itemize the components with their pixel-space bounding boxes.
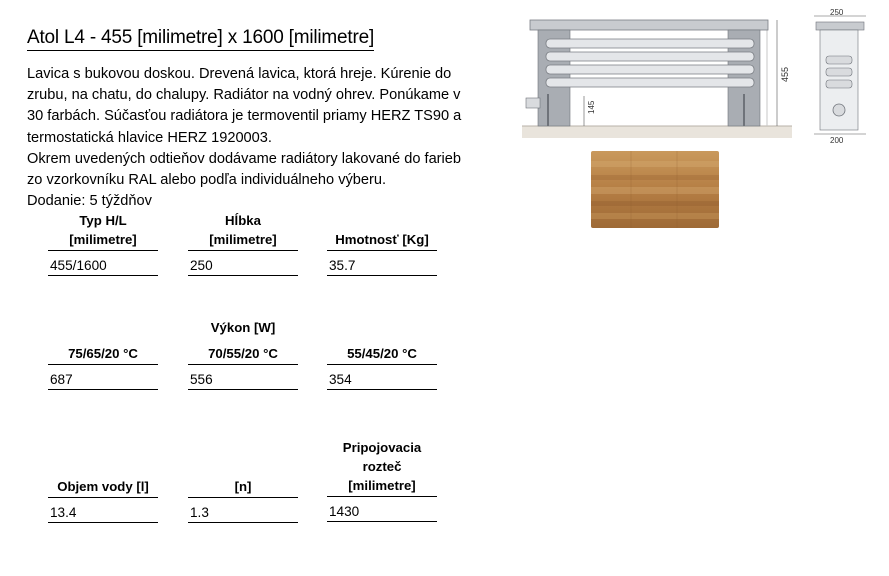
wood-grain bbox=[591, 201, 719, 206]
description-line: Lavica s bukovou doskou. Drevená lavica, ktorá hreje. Kúrenie do bbox=[27, 66, 452, 82]
dimension-145: 145 bbox=[587, 100, 596, 114]
wood-grain bbox=[591, 161, 719, 167]
valve-circle bbox=[833, 104, 845, 116]
tube bbox=[546, 65, 754, 74]
spec-header: Objem vody [l] bbox=[48, 477, 158, 498]
spec-value: 687 bbox=[48, 369, 158, 390]
spec-value: 13.4 bbox=[48, 502, 158, 523]
spec-type-size bbox=[48, 211, 158, 276]
spec-value: 556 bbox=[188, 369, 298, 390]
radiator-side-svg bbox=[806, 6, 876, 146]
description-line: 30 farbách. Súčasťou radiátora je termoventil priamy HERZ TS90 a bbox=[27, 108, 462, 125]
spec-header: [milimetre] bbox=[348, 478, 416, 493]
spec-header: [n] bbox=[188, 477, 298, 498]
description-line: zo vzorkovníku RAL alebo podľa individuálneho výberu. bbox=[27, 172, 387, 189]
spec-power-55 bbox=[327, 344, 437, 390]
spec-value: 354 bbox=[327, 369, 437, 390]
spec-header: 70/55/20 °C bbox=[188, 344, 298, 365]
floor bbox=[522, 126, 792, 138]
dimension-200: 200 bbox=[830, 136, 844, 145]
spec-value: 35.7 bbox=[327, 255, 437, 276]
spec-header: Typ H/L bbox=[79, 213, 127, 228]
spec-header: [milimetre] bbox=[209, 232, 277, 247]
top-board bbox=[530, 20, 768, 30]
wood-sample-svg bbox=[591, 151, 719, 228]
description-line: termostatická hlavice HERZ 1920003. bbox=[27, 129, 272, 146]
side-tube bbox=[826, 80, 852, 88]
side-tube bbox=[826, 68, 852, 76]
description-line: zrubu, na chatu, do chalupy. Radiátor na vodný ohrev. Ponúkame v bbox=[27, 87, 461, 104]
spec-value: 455/1600 bbox=[48, 255, 158, 276]
wood-grain bbox=[591, 175, 719, 180]
product-description bbox=[27, 64, 497, 191]
dimension-250: 250 bbox=[830, 8, 844, 17]
product-title: Atol L4 - 455 [milimetre] x 1600 [milimetre] bbox=[27, 26, 374, 51]
spec-exponent bbox=[188, 477, 298, 523]
radiator-front-svg bbox=[522, 14, 792, 140]
spec-header: Hmotnosť [Kg] bbox=[335, 232, 429, 247]
spec-power-75 bbox=[48, 344, 158, 390]
spec-connection-spacing bbox=[327, 438, 437, 522]
delivery-time: Dodanie: 5 týždňov bbox=[27, 193, 152, 209]
spec-value: 1430 bbox=[327, 501, 437, 522]
spec-header: [milimetre] bbox=[69, 232, 137, 247]
wood-grain bbox=[591, 187, 719, 194]
spec-power-70 bbox=[188, 344, 298, 390]
spec-value: 250 bbox=[188, 255, 298, 276]
spec-weight bbox=[327, 230, 437, 276]
beech-wood-sample bbox=[591, 151, 719, 233]
spec-header: 55/45/20 °C bbox=[327, 344, 437, 365]
radiator-front-drawing bbox=[522, 14, 792, 145]
power-section-title: Výkon [W] bbox=[210, 320, 276, 335]
spec-header: Hĺbka bbox=[225, 213, 261, 228]
side-top-board bbox=[816, 22, 864, 30]
spec-depth bbox=[188, 211, 298, 276]
tube bbox=[546, 52, 754, 61]
spec-header: rozteč bbox=[362, 459, 402, 474]
description-line: Okrem uvedených odtieňov dodávame radiátory lakované do farieb bbox=[27, 150, 462, 167]
spec-header: 75/65/20 °C bbox=[48, 344, 158, 365]
radiator-side-drawing bbox=[806, 6, 876, 151]
wood-grain bbox=[591, 213, 719, 219]
tube bbox=[546, 78, 754, 87]
dimension-455: 455 bbox=[780, 66, 790, 82]
side-tube bbox=[826, 56, 852, 64]
tube bbox=[546, 39, 754, 48]
spec-header: Pripojovacia bbox=[342, 440, 422, 455]
spec-value: 1.3 bbox=[188, 502, 298, 523]
thermostatic-head bbox=[526, 98, 540, 108]
spec-water-volume bbox=[48, 477, 158, 523]
